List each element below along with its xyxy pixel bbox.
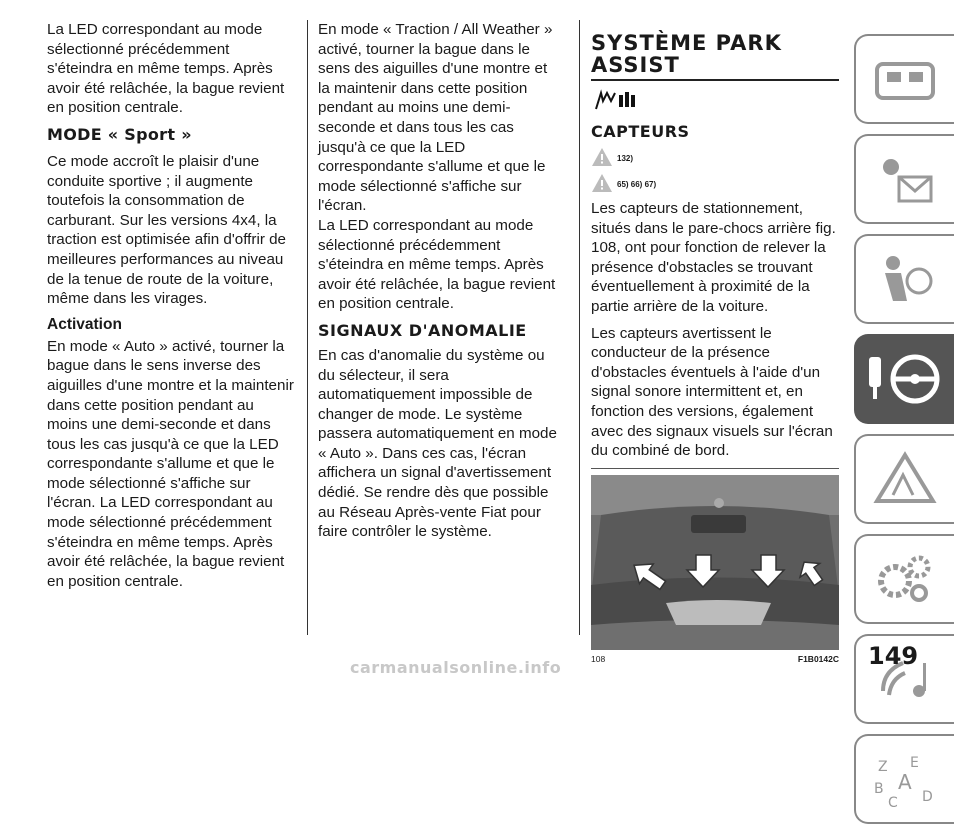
svg-text:Z: Z	[878, 759, 888, 775]
section-title: SYSTÈME PARK ASSIST	[591, 31, 782, 77]
svg-text:E: E	[910, 755, 919, 771]
svg-text:A: A	[898, 770, 912, 794]
figure-code: F1B0142C	[797, 653, 839, 664]
column-divider	[579, 20, 580, 635]
chapter-tabs	[854, 34, 960, 834]
caution-triangle-icon	[591, 173, 613, 198]
sensors-paragraph-1: Les capteurs de stationnement, situés dans le pare-chocs arrière fig. 108, ont pour fonction de relever la présence d'obstacles se trouvant éventuellement à proximité de la partie arrière de la voiture.	[591, 200, 836, 315]
safety-airbag-icon	[873, 251, 937, 307]
breakdown-warning-icon	[873, 451, 937, 507]
warning-lights-icon	[873, 151, 937, 207]
tab-starting-and-driving[interactable]	[854, 334, 954, 424]
car-dashboard-icon	[873, 54, 937, 104]
intro-paragraph: La LED correspondant au mode sélectionné précédemment s'éteindra en même temps. Après avoir été relâchée, la bague revient en position centrale.	[47, 21, 285, 117]
sport-mode-paragraph: Ce mode accroît le plaisir d'une conduite sportive ; il augmente toutefois la consommation de carburant. Sur les versions 4x4, la traction est optimisée afin d'offrir de meilleures performances au niveau de la tenue de route de la voiture, même dans les virages.	[47, 152, 286, 308]
activation-paragraph: En mode « Auto » activé, tourner la bague dans le sens inverse des aiguilles d'une montre et la maintenir dans cette position pendant au moins une demi-seconde et dans tous les cas jusqu'à ce que la LED correspondante s'allume et que le mode sélectionné s'affiche sur l'écran. La LED correspondant au mode sélectionné précédemment s'éteindra en même temps. Après avoir été relâchée, la bague revient en position centrale.	[47, 337, 294, 590]
svg-text:C: C	[888, 795, 898, 809]
column-2	[318, 20, 563, 549]
maintenance-gears-icon	[873, 551, 937, 607]
tab-index[interactable]	[854, 734, 954, 824]
svg-text:D: D	[922, 789, 933, 805]
activation-heading: Activation	[47, 315, 122, 333]
warning-triangle-icon	[591, 147, 613, 172]
traction-paragraph: En mode « Traction / All Weather » activé, tourner la bague dans le sens des aiguilles d'une montre et la maintenir dans cette position pendant au moins une demi-seconde et dans tous les cas jusqu'à ce que la LED correspondante s'allume et que le mode sélectionné s'affiche sur l'écran.	[318, 21, 553, 215]
watermark-text: carmanualsonline.info	[350, 658, 562, 677]
tab-knowing-the-car[interactable]	[854, 34, 954, 124]
column-divider	[307, 20, 308, 635]
sport-mode-heading: MODE « Sport »	[47, 124, 192, 144]
column-1	[47, 20, 295, 598]
figure-caption	[591, 654, 839, 664]
tab-safety[interactable]	[854, 234, 954, 324]
warning-reference: 65) 66) 67)	[617, 180, 657, 189]
steering-key-icon	[865, 349, 945, 409]
fault-heading: SIGNAUX D'ANOMALIE	[318, 320, 527, 340]
svg-text:B: B	[874, 781, 884, 797]
column-3	[591, 20, 839, 664]
page-number: 149	[868, 642, 919, 670]
figure-top-rule	[591, 468, 839, 469]
traction-paragraph-2: La LED correspondant au mode sélectionné précédemment s'éteindra en même temps. Après avoir été relâchée, la bague revient en position centrale.	[318, 216, 556, 313]
tab-warning-lights[interactable]	[854, 134, 954, 224]
sensors-paragraph-2: Les capteurs avertissent le conducteur de la présence d'obstacles éventuels à l'aide d'un signal sonore intermittent et, en fonction des versions, également avec des signaux visuels sur l'écran du combiné de bord.	[591, 324, 833, 460]
index-letters-icon	[870, 749, 940, 809]
warning-ref-row	[591, 147, 839, 169]
tab-maintenance[interactable]	[854, 534, 954, 624]
title-underline	[591, 79, 839, 81]
warning-reference: 132)	[617, 154, 634, 163]
tab-emergency[interactable]	[854, 434, 954, 524]
park-assist-icon	[593, 89, 839, 116]
fault-paragraph: En cas d'anomalie du système ou du sélecteur, il sera automatiquement impossible de changer de mode. Le système passera automatiquement en mode « Auto ». Dans ces cas, l'écran affichera un signal d'avertissement dédié. Se rendre dès que possible au Réseau Après-vente Fiat pour faire contrôler le système.	[318, 346, 557, 541]
warning-ref-row	[591, 173, 839, 195]
sensors-heading: CAPTEURS	[591, 122, 690, 141]
figure-number: 108	[591, 653, 606, 664]
car-rear-bumper-photo	[591, 475, 839, 650]
